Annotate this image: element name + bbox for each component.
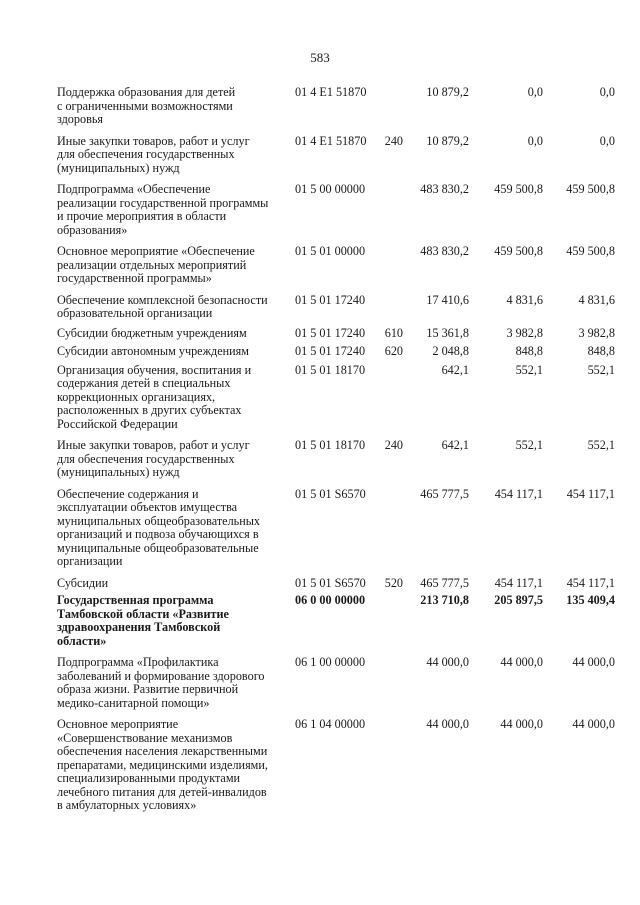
budget-table	[57, 86, 623, 813]
table-row	[57, 345, 623, 359]
row-value-2: 205 897,5	[494, 593, 543, 607]
row-value-2: 552,1	[515, 438, 543, 452]
row-value-2: 459 500,8	[494, 244, 543, 258]
row-value-2: 44 000,0	[500, 717, 543, 731]
table-row	[57, 183, 623, 237]
row-value-3: 4 831,6	[578, 292, 615, 307]
row-kvr	[375, 656, 403, 710]
table-row	[57, 327, 623, 341]
row-code: 01 5 01 S6570	[295, 486, 366, 501]
row-value-3: 848,8	[587, 344, 615, 358]
row-code: 01 5 00 00000	[295, 182, 366, 196]
row-value-1: 44 000,0	[426, 655, 469, 669]
row-kvr: 240	[384, 438, 403, 452]
row-code: 01 4 E1 51870	[295, 85, 367, 99]
row-name: Организация обучения, воспитания и содержания детей в специальных коррекционных организациях, расположенных в других субъектах Российской Федерации	[57, 362, 252, 431]
row-code: 01 5 01 S6570	[295, 575, 366, 590]
row-value-3: 3 982,8	[578, 325, 615, 340]
row-value-3: 135 409,4	[566, 593, 615, 607]
table-row	[57, 294, 623, 321]
row-name: Иные закупки товаров, работ и услуг для обеспечения государственных (муниципальных) нужд	[57, 133, 250, 175]
row-value-3: 44 000,0	[572, 717, 615, 731]
row-value-1: 10 879,2	[426, 85, 469, 99]
table-row	[57, 364, 623, 432]
row-value-3: 552,1	[587, 438, 615, 452]
row-value-1: 483 830,2	[420, 244, 469, 258]
table-row	[57, 245, 623, 286]
row-code: 01 5 01 00000	[295, 244, 366, 258]
row-kvr	[375, 594, 403, 648]
table-row	[57, 86, 623, 127]
row-value-2: 0,0	[527, 133, 543, 148]
row-code: 01 5 01 18170	[295, 362, 366, 377]
table-row	[57, 577, 623, 591]
row-name: Иные закупки товаров, работ и услуг для обеспечения государственных (муниципальных) нужд	[57, 438, 250, 479]
row-name: Основное мероприятие «Совершенствование механизмов обеспечения населения лекарственными препаратами, медицинскими изделиями, специализированными продуктами лечебного питания для детей-инвалидов в амбулаторных условиях»	[57, 717, 268, 812]
row-value-1: 642,1	[441, 362, 469, 377]
row-code: 06 1 04 00000	[295, 717, 366, 731]
table-row	[57, 135, 623, 176]
table-row	[57, 488, 623, 569]
row-code: 01 5 01 17240	[295, 292, 366, 307]
row-code: 01 5 01 17240	[295, 344, 366, 358]
row-kvr	[375, 488, 403, 569]
row-value-1: 465 777,5	[420, 486, 469, 501]
row-name: Основное мероприятие «Обеспечение реализации отдельных мероприятий государственной программы»	[57, 244, 255, 285]
row-kvr	[375, 183, 403, 237]
row-value-3: 454 117,1	[566, 486, 615, 501]
row-value-2: 0,0	[527, 85, 543, 99]
row-value-3: 459 500,8	[566, 182, 615, 196]
row-code: 06 0 00 00000	[295, 593, 366, 607]
row-name: Обеспечение содержания и эксплуатации объектов имущества муниципальных общеобразовательных организаций и подвоза обучающихся в муниципальные общеобразовательные организации	[57, 486, 261, 568]
row-value-1: 17 410,6	[426, 292, 469, 307]
row-value-1: 15 361,8	[426, 325, 469, 340]
row-value-3: 454 117,1	[566, 575, 615, 590]
row-value-3: 459 500,8	[566, 244, 615, 258]
row-value-2: 552,1	[515, 362, 543, 377]
row-value-1: 2 048,8	[432, 344, 469, 358]
row-value-1: 10 879,2	[426, 133, 469, 148]
row-kvr: 520	[384, 575, 403, 590]
row-kvr	[375, 245, 403, 286]
row-value-1: 642,1	[441, 438, 469, 452]
row-value-3: 44 000,0	[572, 655, 615, 669]
row-value-2: 454 117,1	[494, 486, 543, 501]
row-value-2: 44 000,0	[500, 655, 543, 669]
row-value-3: 552,1	[587, 362, 615, 377]
row-name: Субсидии автономным учреждениям	[57, 344, 249, 358]
row-name: Государственная программа Тамбовской области «Развитие здравоохранения Тамбовской области»	[57, 593, 229, 648]
row-value-3: 0,0	[599, 133, 615, 148]
row-kvr: 620	[384, 344, 403, 358]
row-value-1: 44 000,0	[426, 717, 469, 731]
row-value-2: 4 831,6	[506, 292, 543, 307]
row-code: 01 5 01 18170	[295, 438, 366, 452]
row-value-1: 483 830,2	[420, 182, 469, 196]
table-row	[57, 439, 623, 480]
row-name: Обеспечение комплексной безопасности образовательной организации	[57, 292, 268, 320]
row-name: Подпрограмма «Обеспечение реализации государственной программы и прочие мероприятия в области образования»	[57, 182, 269, 237]
row-value-1: 465 777,5	[420, 575, 469, 590]
table-row	[57, 656, 623, 710]
row-name: Поддержка образования для детей с ограниченными возможностями здоровья	[57, 85, 236, 126]
row-code: 01 5 01 17240	[295, 325, 366, 340]
row-name: Подпрограмма «Профилактика заболеваний и формирование здорового образа жизни. Развитие первичной медико-санитарной помощи»	[57, 655, 265, 710]
row-kvr	[375, 86, 403, 127]
row-code: 06 1 00 00000	[295, 655, 366, 669]
row-value-2: 459 500,8	[494, 182, 543, 196]
row-name: Субсидии	[57, 575, 109, 590]
row-value-1: 213 710,8	[420, 593, 469, 607]
row-value-3: 0,0	[599, 85, 615, 99]
row-kvr: 240	[384, 133, 403, 148]
table-row	[57, 594, 623, 648]
row-kvr	[375, 294, 403, 321]
row-value-2: 848,8	[515, 344, 543, 358]
row-kvr: 610	[384, 325, 403, 340]
row-value-2: 454 117,1	[494, 575, 543, 590]
row-kvr	[375, 364, 403, 432]
page-number: 583	[310, 50, 330, 65]
row-kvr	[375, 718, 403, 813]
row-name: Субсидии бюджетным учреждениям	[57, 325, 247, 340]
row-code: 01 4 E1 51870	[295, 133, 367, 148]
row-value-2: 3 982,8	[506, 325, 543, 340]
table-row	[57, 718, 623, 813]
